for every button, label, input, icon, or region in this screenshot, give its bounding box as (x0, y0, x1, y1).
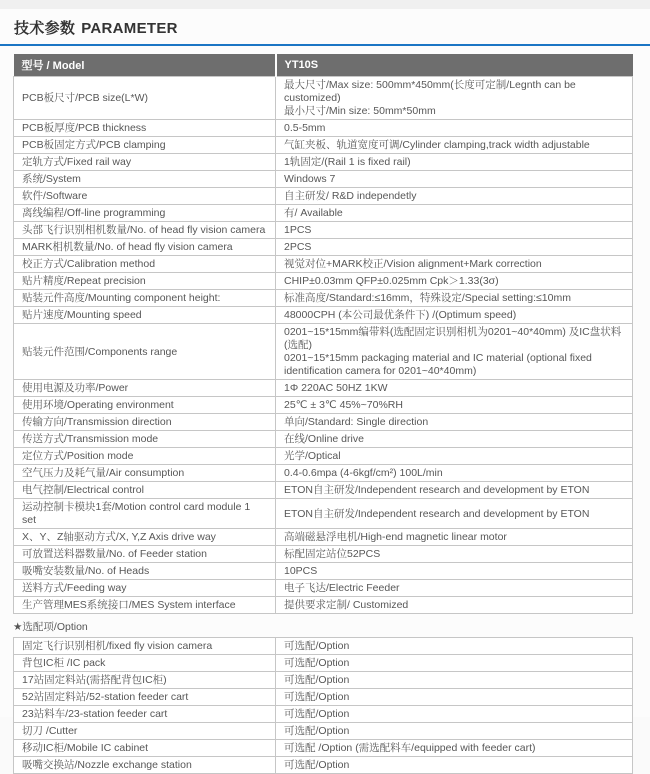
parameter-value-line: 25℃ ± 3℃ 45%~70%RH (284, 399, 403, 411)
parameter-value (276, 154, 633, 171)
parameter-value (276, 188, 633, 205)
table-row (14, 239, 633, 256)
parameter-label: 使用环境/Operating environment (14, 397, 276, 414)
parameter-label: 电气控制/Electrical control (14, 482, 276, 499)
parameter-value-line: 气缸夹板、轨道宽度可调/Cylinder clamping,track width adjustable (284, 139, 590, 151)
parameter-value-line: 可选配/Option (284, 691, 350, 703)
parameter-label: 离线编程/Off-line programming (14, 205, 276, 222)
parameter-value-line: 视觉对位+MARK校正/Vision alignment+Mark correction (284, 258, 542, 270)
table-row (14, 414, 633, 431)
title-underline (0, 44, 650, 46)
parameter-value-line: 1轨固定/(Rail 1 is fixed rail) (284, 156, 411, 168)
parameter-label: 定轨方式/Fixed rail way (14, 154, 276, 171)
parameter-value (276, 171, 633, 188)
parameter-value-line: 最大尺寸/Max size: 500mm*450mm(长度可定制/Legnth can be customized) (284, 79, 576, 104)
table-row (14, 273, 633, 290)
parameter-value (276, 465, 633, 482)
parameter-label: 17站固定料站(需搭配背包IC柜) (14, 672, 276, 689)
parameter-value (276, 397, 633, 414)
parameter-value (276, 740, 633, 757)
parameter-value (276, 706, 633, 723)
parameter-label: PCB板厚度/PCB thickness (14, 120, 276, 137)
table-row (14, 205, 633, 222)
table-row (14, 597, 633, 614)
parameter-value (276, 77, 633, 120)
parameter-value-line: 可选配/Option (284, 674, 350, 686)
top-strip (0, 0, 650, 9)
parameter-value (276, 546, 633, 563)
parameter-label: PCB板固定方式/PCB clamping (14, 137, 276, 154)
parameter-label: 传送方式/Transmission mode (14, 431, 276, 448)
parameter-value-line: 0201~15*15mm编带料(选配固定识别相机为0201~40*40mm) 及IC盘状料(选配) (284, 326, 622, 351)
page-title-zh: 技术参数 (14, 20, 76, 37)
page-title (14, 17, 650, 38)
table-row (14, 689, 633, 706)
parameter-label: 贴装元件高度/Mounting component height: (14, 290, 276, 307)
table-row (14, 154, 633, 171)
parameter-label: 固定飞行识别相机/fixed fly vision camera (14, 638, 276, 655)
parameter-value-line: 标准高度/Standard:≤16mm，特殊设定/Special setting:≤10mm (284, 292, 571, 304)
parameter-value-line: 0.5-5mm (284, 122, 326, 134)
option-table-wrap (13, 637, 633, 774)
parameter-label: 可放置送料器数量/No. of Feeder station (14, 546, 276, 563)
parameter-value (276, 499, 633, 529)
parameter-value-line: 自主研发/ R&D independetly (284, 190, 417, 202)
parameter-value (276, 290, 633, 307)
parameter-value-line: 2PCS (284, 241, 312, 253)
parameter-label: PCB板尺寸/PCB size(L*W) (14, 77, 276, 120)
table-row (14, 706, 633, 723)
parameter-label: 头部飞行识别相机数量/No. of head fly vision camera (14, 222, 276, 239)
parameter-value-line: CHIP±0.03mm QFP±0.025mm Cpk＞1.33(3σ) (284, 275, 499, 287)
parameter-value (276, 256, 633, 273)
table-row (14, 482, 633, 499)
table-row (14, 448, 633, 465)
table-row (14, 397, 633, 414)
parameter-value (276, 482, 633, 499)
parameter-label: 校正方式/Calibration method (14, 256, 276, 273)
table-row (14, 563, 633, 580)
parameter-value-line: 0.4-0.6mpa (4-6kgf/cm²) 100L/min (284, 467, 443, 479)
parameter-value-line: 电子飞达/Electric Feeder (284, 582, 400, 594)
table-row (14, 431, 633, 448)
parameter-label: 送料方式/Feeding way (14, 580, 276, 597)
parameter-value-line: 高端磁悬浮电机/High-end magnetic linear motor (284, 531, 507, 543)
parameter-value-line: Windows 7 (284, 173, 336, 185)
parameter-value-line: 有/ Available (284, 207, 343, 219)
parameter-value-line: identification camera for 0201~40*40mm) (284, 365, 477, 377)
table-row (14, 672, 633, 689)
parameter-value (276, 638, 633, 655)
parameter-value-line: 标配固定站位52PCS (284, 548, 381, 560)
parameter-label: 运动控制卡模块1套/Motion control card module 1 set (14, 499, 276, 529)
table-row (14, 77, 633, 120)
parameter-value (276, 380, 633, 397)
parameter-value-line: 1Φ 220AC 50HZ 1KW (284, 382, 388, 394)
parameter-value (276, 120, 633, 137)
parameter-value (276, 239, 633, 256)
table-row (14, 171, 633, 188)
main-table-wrap (13, 54, 633, 614)
parameter-label: 定位方式/Position mode (14, 448, 276, 465)
model-label-header: 型号 / Model (14, 54, 276, 77)
parameter-label: 空气压力及耗气量/Air consumption (14, 465, 276, 482)
parameter-label: 贴片精度/Repeat precision (14, 273, 276, 290)
table-row (14, 324, 633, 380)
parameter-value (276, 414, 633, 431)
parameter-label: X、Y、Z轴驱动方式/X, Y,Z Axis drive way (14, 529, 276, 546)
table-row (14, 740, 633, 757)
parameter-value (276, 597, 633, 614)
parameter-value-line: 在线/Online drive (284, 433, 364, 445)
table-row (14, 757, 633, 774)
parameter-value (276, 529, 633, 546)
table-row (14, 723, 633, 740)
parameter-value-line: ETON自主研发/Independent research and development by ETON (284, 484, 590, 496)
table-row (14, 290, 633, 307)
parameter-value-line: 可选配/Option (284, 725, 350, 737)
table-row (14, 256, 633, 273)
option-section-label: ★选配项/Option (13, 621, 88, 633)
parameter-value (276, 431, 633, 448)
parameter-label: 系统/System (14, 171, 276, 188)
table-row (14, 307, 633, 324)
table-header-row (14, 54, 633, 77)
parameter-value (276, 757, 633, 774)
parameter-label: 贴装元件范围/Components range (14, 324, 276, 380)
parameter-value-line: 可选配/Option (284, 759, 350, 771)
parameter-value (276, 307, 633, 324)
parameter-label: 切刀 /Cutter (14, 723, 276, 740)
parameter-value-line: 10PCS (284, 565, 318, 577)
parameter-value-line: 光学/Optical (284, 450, 341, 462)
parameter-label: 23站料车/23-station feeder cart (14, 706, 276, 723)
page-title-en: PARAMETER (81, 20, 178, 37)
parameter-label: 背包IC柜 /IC pack (14, 655, 276, 672)
parameter-value-line: ETON自主研发/Independent research and development by ETON (284, 507, 590, 520)
parameter-label: 吸嘴交换站/Nozzle exchange station (14, 757, 276, 774)
table-row (14, 380, 633, 397)
table-row (14, 546, 633, 563)
parameter-value-line: 提供要求定制/ Customized (284, 599, 409, 611)
parameter-value-line: 48000CPH (本公司最优条件下) /(Optimum speed) (284, 309, 517, 321)
table-row (14, 465, 633, 482)
parameter-value-line: 可选配/Option (284, 708, 350, 720)
table-row (14, 137, 633, 154)
parameter-value (276, 563, 633, 580)
table-row (14, 222, 633, 239)
parameter-value-line: 1PCS (284, 224, 312, 236)
parameter-label: 移动IC柜/Mobile IC cabinet (14, 740, 276, 757)
table-row (14, 188, 633, 205)
parameter-value-line: 单向/Standard: Single direction (284, 416, 429, 428)
parameter-label: 软件/Software (14, 188, 276, 205)
table-row (14, 580, 633, 597)
table-row (14, 638, 633, 655)
parameter-label: MARK相机数量/No. of head fly vision camera (14, 239, 276, 256)
parameter-label: 52站固定料站/52-station feeder cart (14, 689, 276, 706)
parameter-value-line: 0201~15*15mm packaging material and IC material (optional fixed (284, 352, 592, 364)
model-value-header: YT10S (276, 54, 633, 77)
parameter-value (276, 672, 633, 689)
table-row (14, 120, 633, 137)
parameter-value (276, 655, 633, 672)
parameter-value (276, 689, 633, 706)
parameter-value (276, 580, 633, 597)
table-row (14, 499, 633, 529)
parameter-label: 使用电源及功率/Power (14, 380, 276, 397)
parameter-value-line: 最小尺寸/Min size: 50mm*50mm (284, 105, 436, 117)
parameter-value (276, 205, 633, 222)
parameter-value-line: 可选配 /Option (需选配料车/equipped with feeder cart) (284, 742, 536, 754)
parameter-table (13, 54, 633, 614)
parameter-label: 传输方向/Transmission direction (14, 414, 276, 431)
parameter-value (276, 137, 633, 154)
parameter-value (276, 222, 633, 239)
parameter-label: 吸嘴安装数量/No. of Heads (14, 563, 276, 580)
table-row (14, 655, 633, 672)
parameter-value (276, 324, 633, 380)
parameter-value (276, 448, 633, 465)
parameter-value-line: 可选配/Option (284, 657, 350, 669)
parameter-value (276, 273, 633, 290)
table-row (14, 529, 633, 546)
parameter-label: 贴片速度/Mounting speed (14, 307, 276, 324)
parameter-label: 生产管理MES系统接口/MES System interface (14, 597, 276, 614)
parameter-value (276, 723, 633, 740)
parameter-value-line: 可选配/Option (284, 640, 350, 652)
option-table (13, 637, 633, 774)
